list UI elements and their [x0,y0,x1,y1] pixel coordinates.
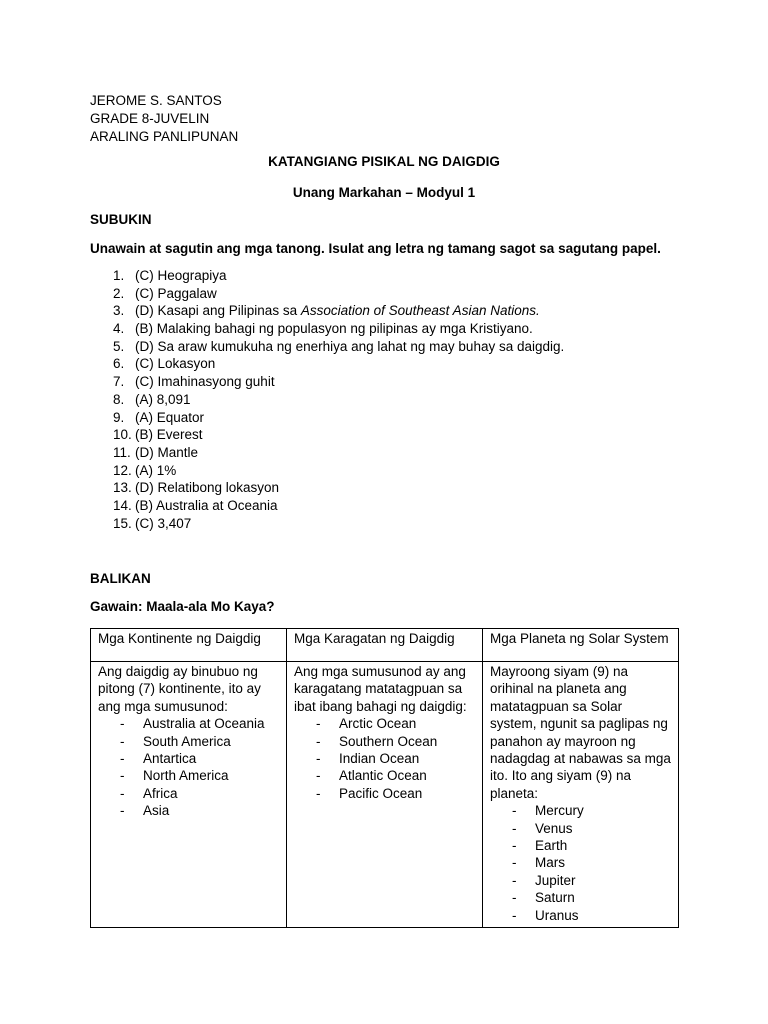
list-item: 1. (C) Heograpiya [113,268,227,283]
review-table [90,628,679,928]
student-name: JEROME S. SANTOS [90,93,222,108]
list-item: - Australia at Oceania [120,716,265,732]
list-item: - Southern Ocean [316,733,438,749]
list-item: 13. (D) Relatibong lokasyon [113,480,280,496]
subject-name: ARALING PANLIPUNAN [90,129,239,144]
list-item: - Jupiter [512,872,576,888]
list-item: 11. (D) Mantle [113,444,199,460]
planets-intro: Mayroong siyam (9) na orihinal na planeta ang matatagpuan sa Solar system, ngunit sa paglipas ng panahon ay mayroon ng nadagdag at nabawas sa mga ito. Ito ang siyam (9) na planeta: [490,664,671,801]
table-header-row [91,629,679,662]
document-subtitle: Unang Markahan – Modyul 1 [292,185,476,200]
list-item: 12. (A) 1% [113,462,177,478]
list-item: - Uranus [512,907,579,923]
list-item: 4. (B) Malaking bahagi ng populasyon ng pilipinas ay mga Kristiyano. [113,321,533,337]
activity-title: Gawain: Maala-ala Mo Kaya? [90,599,275,614]
planets-cell [483,662,679,928]
list-item: - North America [120,768,229,784]
list-item: - Antartica [120,751,197,767]
list-item: 8. (A) 8,091 [113,391,191,407]
document-title: KATANGIANG PISIKAL NG DAIGDIG [268,154,500,169]
table-row [91,662,679,928]
oceans-cell [287,662,483,928]
subukin-heading: SUBUKIN [90,212,152,227]
table-header-planets: Mga Planeta ng Solar System [483,629,679,662]
list-item: - Africa [120,785,178,801]
continents-list [98,715,279,819]
list-item: 3. (D) Kasapi ang Pilipinas sa Association of Southeast Asian Nations. [113,303,540,319]
list-item: 6. (C) Lokasyon [113,356,216,372]
student-header [90,92,238,146]
list-item: 15. (C) 3,407 [113,515,192,531]
list-item: - Mars [512,855,565,871]
answer-list [90,267,564,532]
list-item: - Venus [512,820,573,836]
list-item: 7. (C) Imahinasyong guhit [113,374,275,390]
list-item: - Arctic Ocean [316,716,417,732]
planets-list [490,802,671,924]
balikan-heading: BALIKAN [90,571,151,586]
subukin-instruction: Unawain at sagutin ang mga tanong. Isulat ang letra ng tamang sagot sa sagutang papel. [90,241,661,256]
list-item: - Pacific Ocean [316,785,423,801]
list-item: - Atlantic Ocean [316,768,427,784]
list-item: - Asia [120,803,170,819]
list-item: 10. (B) Everest [113,427,203,443]
list-item: - Indian Ocean [316,751,420,767]
list-item: - Mercury [512,803,584,819]
list-item: 5. (D) Sa araw kumukuha ng enerhiya ang lahat ng may buhay sa daigdig. [113,338,565,354]
list-item: 2. (C) Paggalaw [113,285,217,301]
list-item: 14. (B) Australia at Oceania [113,497,278,513]
continents-intro: Ang daigdig ay binubuo ng pitong (7) kontinente, ito ay ang mga sumusunod: [98,664,261,714]
table-header-continents: Mga Kontinente ng Daigdig [91,629,287,662]
list-item: 9. (A) Equator [113,409,205,425]
oceans-intro: Ang mga sumusunod ay ang karagatang matatagpuan sa ibat ibang bahagi ng daigdig: [294,664,467,714]
student-grade: GRADE 8-JUVELIN [90,111,210,126]
continents-cell [91,662,287,928]
list-item: - South America [120,733,231,749]
oceans-list [294,715,475,802]
list-item: - Saturn [512,890,575,906]
list-item: - Earth [512,838,568,854]
table-header-oceans: Mga Karagatan ng Daigdig [287,629,483,662]
